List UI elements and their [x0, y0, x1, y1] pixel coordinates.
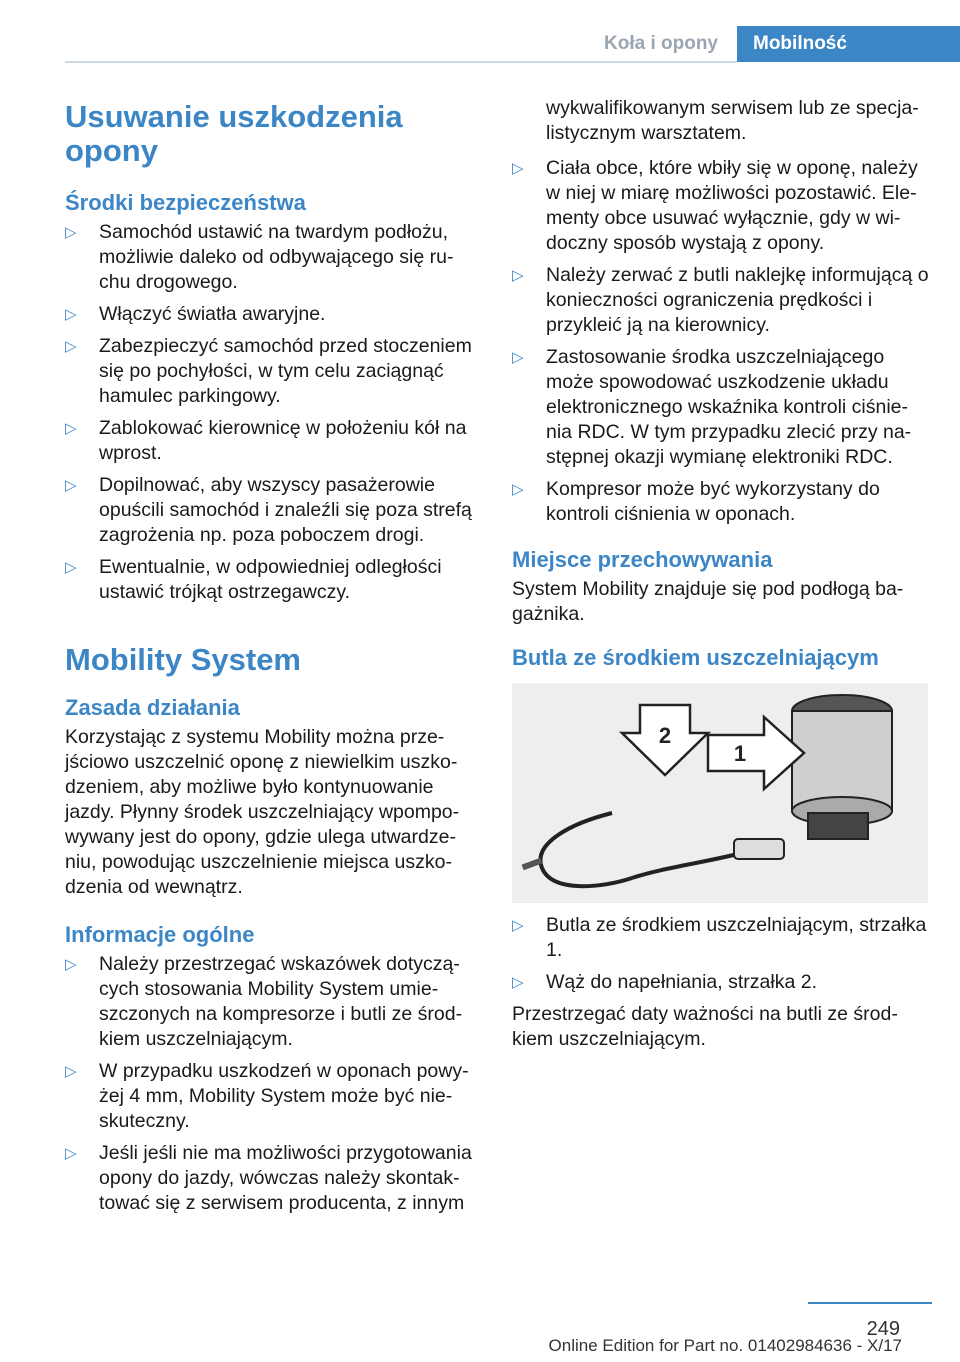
footer-divider: [808, 1302, 932, 1304]
list-item: ▷ Włączyć światła awaryjne.: [65, 303, 326, 325]
list-item: ▷ Kompresor może być wykorzystany do kontroli ciśnienia w oponach.: [512, 478, 880, 525]
triangle-bullet-icon: ▷: [65, 1063, 77, 1080]
list-item: ▷ W przypadku uszkodzeń w oponach powy‐żej 4 mm, Mobility System może być nie‐skuteczny.: [65, 1060, 469, 1132]
triangle-bullet-icon: ▷: [65, 559, 77, 576]
arrow-2-label: 2: [658, 723, 672, 748]
principle-heading: Zasada działania: [65, 695, 240, 720]
header-active-tab[interactable]: Mobilność: [737, 26, 960, 62]
hose-shape: [540, 813, 632, 886]
list-item: ▷ Ewentualnie, w odpowiedniej odległości ustawić trójkąt ostrzegawczy.: [65, 556, 442, 603]
list-item: ▷ Wąż do napełniania, strzałka 2.: [512, 971, 817, 993]
triangle-bullet-icon: ▷: [512, 160, 524, 177]
right-column: [512, 96, 932, 1052]
mobility-kit-illustration: [512, 683, 928, 903]
hose-valve-connector: [522, 858, 543, 870]
page-header: [0, 0, 960, 62]
bottle-valve-shape: [808, 813, 868, 839]
fitting-shape: [734, 839, 784, 859]
list-item: ▷ Należy przestrzegać wskazówek dotyczą‐cych stosowania Mobility System umie‐szczonych na kompresorze i butli ze środ‐kiem uszczelniającym.: [65, 953, 463, 1050]
list-item: ▷ Butla ze środkiem uszczelniającym, strzałka 1.: [512, 914, 927, 961]
triangle-bullet-icon: ▷: [65, 956, 77, 973]
list-item: ▷ Ciała obce, które wbiły się w oponę, należy w niej w miarę możliwości pozostawić. Ele‐menty obce usuwać wyłącznie, gdy w wi‐doczny sposób wystają z opony.: [512, 157, 918, 254]
list-item: ▷ Samochód ustawić na twardym podłożu, możliwie daleko od odbywającego się ru‐chu drogowego.: [65, 221, 454, 293]
storage-paragraph: System Mobility znajduje się pod podłogą ba‐gażnika.: [512, 578, 904, 625]
principle-paragraph: Korzystając z systemu Mobility można prze‐jściowo uszczelnić oponę z niewielkim uszko‐dzeniem, aby możliwe było kontynuowanie jazdy. Płynny środek uszczelniający wpompo‐wywany jest do opony, gdzie ulega utwardze‐niu, powodując uszczelnienie miejsca uszko‐dzenia od wewnątrz.: [65, 726, 460, 898]
general-info-heading: Informacje ogólne: [65, 922, 255, 947]
list-item: ▷ Należy zerwać z butli naklejkę informującą o konieczności ograniczenia prędkości i przykleić ją na kierownicy.: [512, 264, 929, 336]
triangle-bullet-icon: ▷: [65, 477, 77, 494]
triangle-bullet-icon: ▷: [65, 420, 77, 437]
arrow-1-icon: [708, 717, 804, 789]
triangle-bullet-icon: ▷: [65, 224, 77, 241]
triangle-bullet-icon: ▷: [512, 349, 524, 366]
list-item: ▷ Zablokować kierownicę w położeniu kół na wprost.: [65, 417, 467, 464]
safety-list: [65, 220, 483, 605]
list-item: ▷ Zastosowanie środka uszczelniającego może spowodować uszkodzenie układu elektronicznego wskaźnika kontroli ciśnie‐nia RDC. W tym przypadku zlecić przy na‐stępnej okazji wymianę elektroniki RDC.: [512, 346, 912, 468]
page-number: 249: [866, 1318, 900, 1340]
triangle-bullet-icon: ▷: [65, 1145, 77, 1162]
header-divider: [65, 61, 737, 63]
arrow-1-label: 1: [733, 741, 747, 766]
mobility-kit-drawing: [512, 683, 928, 903]
triangle-bullet-icon: ▷: [512, 974, 524, 991]
triangle-bullet-icon: ▷: [512, 917, 524, 934]
triangle-bullet-icon: ▷: [65, 306, 77, 323]
safety-heading: Środki bezpieczeństwa: [65, 190, 306, 215]
triangle-bullet-icon: ▷: [512, 481, 524, 498]
storage-heading: Miejsce przechowywania: [512, 547, 773, 572]
bottle-heading: Butla ze środkiem uszczelniającym: [512, 645, 879, 670]
general-info-list: [65, 952, 483, 1216]
edition-note: Online Edition for Part no. 01402984636 - X/17: [548, 1336, 902, 1355]
page-title: Usuwanie uszkodzenia opony: [65, 99, 403, 168]
general-info-list-continued: [512, 156, 932, 527]
figure-legend-list: [512, 913, 932, 995]
left-column: [65, 100, 483, 1223]
expiry-paragraph: Przestrzegać daty ważności na butli ze środ‐kiem uszczelniającym.: [512, 1003, 898, 1050]
header-section-tab[interactable]: Koła i opony: [604, 33, 718, 54]
continued-text: wykwalifikowanym serwisem lub ze specja‐listycznym warsztatem.: [546, 97, 919, 144]
mobility-system-title: Mobility System: [65, 642, 301, 677]
list-item: ▷ Jeśli jeśli nie ma możliwości przygotowania opony do jazdy, wówczas należy skontak‐tować się z serwisem producenta, z innym: [65, 1142, 472, 1214]
triangle-bullet-icon: ▷: [65, 338, 77, 355]
list-item: ▷ Zabezpieczyć samochód przed stoczeniem się po pochyłości, w tym celu zaciągnąć hamulec parkingowy.: [65, 335, 472, 407]
triangle-bullet-icon: ▷: [512, 267, 524, 284]
list-item: ▷ Dopilnować, aby wszyscy pasażerowie opuścili samochód i znaleźli się poza strefą zagrożenia np. poza poboczem drogi.: [65, 474, 472, 546]
